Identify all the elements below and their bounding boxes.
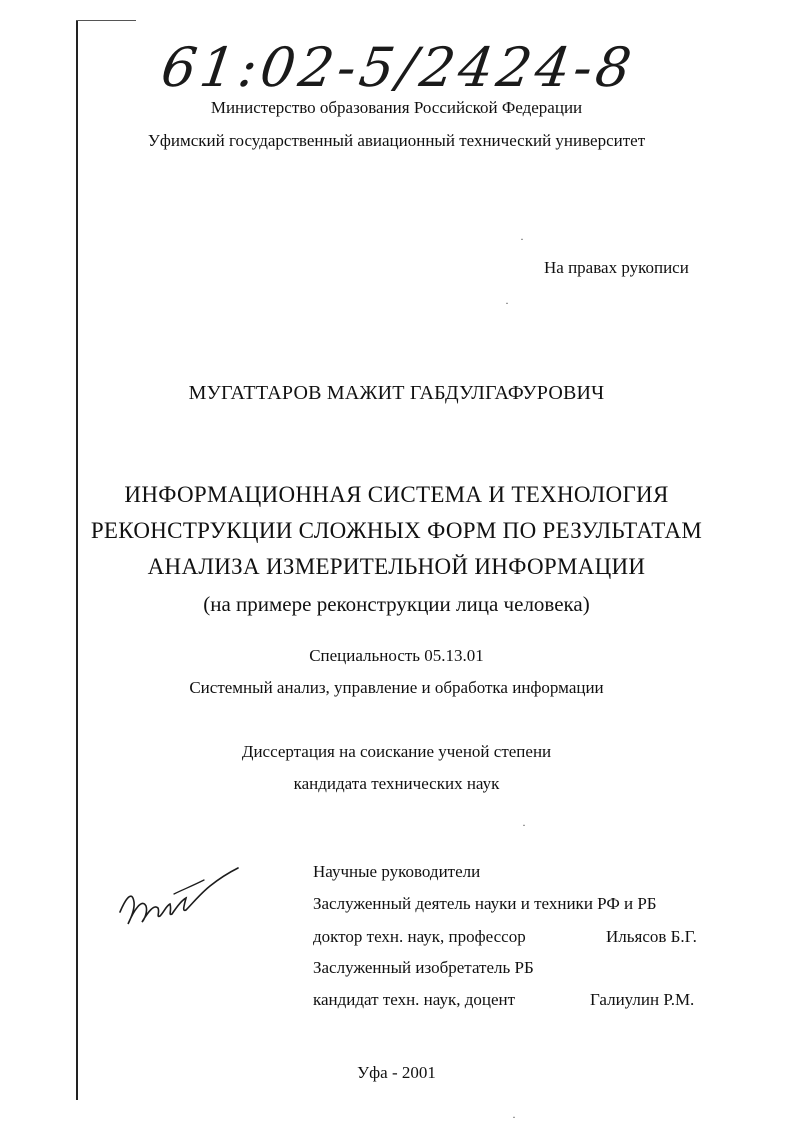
signature-image (112, 850, 242, 935)
scan-speck: · (520, 232, 524, 246)
archive-number: 61:02-5/2424-8 (157, 36, 639, 99)
ministry-line: Министерство образования Российской Федерации (210, 98, 583, 117)
specialty-code: Специальность 05.13.01 (309, 646, 484, 665)
title-line-2: РЕКОНСТРУКЦИИ СЛОЖНЫХ ФОРМ ПО РЕЗУЛЬТАТАМ (90, 518, 703, 543)
scan-top-border (76, 20, 136, 21)
supervisor-2-degree: кандидат техн. наук, доцент (313, 990, 516, 1009)
supervisor-2-name: Галиулин Р.М. (590, 990, 695, 1009)
city-year: Уфа - 2001 (357, 1063, 436, 1082)
title-subtitle: (на примере реконструкции лица человека) (203, 592, 590, 616)
specialty-name: Системный анализ, управление и обработка информации (189, 678, 604, 697)
supervisor-2-title: Заслуженный изобретатель РБ (313, 958, 534, 977)
supervisor-1-name: Ильясов Б.Г. (606, 927, 697, 946)
supervisors-heading: Научные руководители (313, 862, 481, 881)
author-name: МУГАТТАРОВ МАЖИТ ГАБДУЛГАФУРОВИЧ (188, 382, 605, 404)
scan-speck: · (522, 818, 526, 832)
title-line-1: ИНФОРМАЦИОННАЯ СИСТЕМА И ТЕХНОЛОГИЯ (124, 482, 669, 507)
scan-speck: · (512, 1110, 516, 1124)
degree-line-2: кандидата технических наук (293, 774, 500, 793)
supervisor-1-title: Заслуженный деятель науки и техники РФ и РБ (313, 894, 657, 913)
supervisor-1-degree: доктор техн. наук, профессор (313, 927, 526, 946)
title-line-3: АНАЛИЗА ИЗМЕРИТЕЛЬНОЙ ИНФОРМАЦИИ (147, 554, 646, 579)
manuscript-note: На правах рукописи (544, 258, 689, 277)
scan-speck: · (505, 296, 509, 310)
degree-line-1: Диссертация на соискание ученой степени (241, 742, 552, 761)
university-line: Уфимский государственный авиационный технический университет (147, 131, 646, 150)
